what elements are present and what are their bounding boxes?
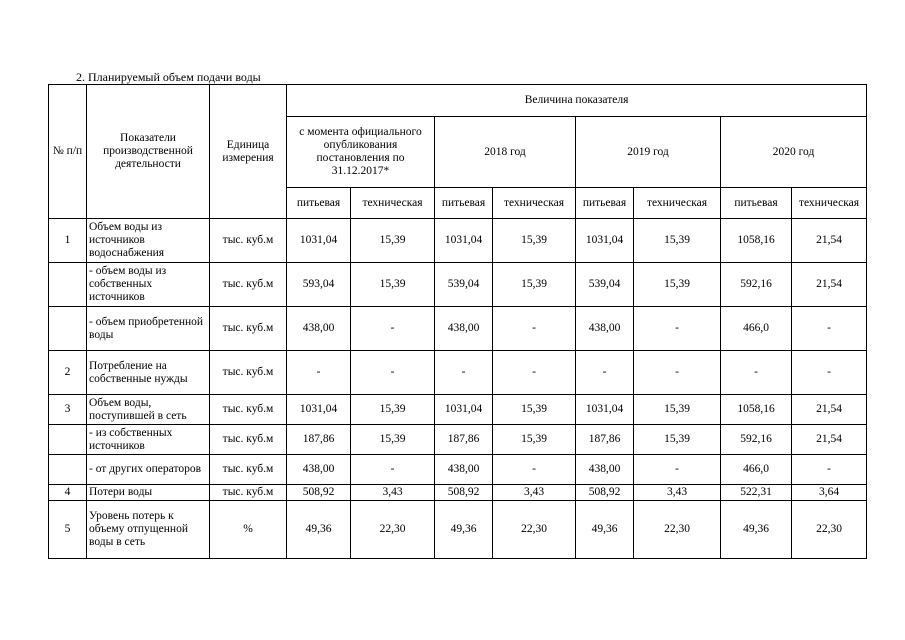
subheader-potable: питьевая: [287, 188, 351, 219]
row-num: [49, 263, 87, 307]
cell-potable: 1058,16: [721, 219, 792, 263]
row-num: [49, 455, 87, 485]
cell-potable: 592,16: [721, 263, 792, 307]
cell-potable: 522,31: [721, 485, 792, 501]
cell-technical: -: [634, 455, 721, 485]
row-indicator: - объем приобретенной воды: [87, 307, 210, 351]
cell-potable: 508,92: [576, 485, 634, 501]
cell-technical: -: [351, 351, 435, 395]
cell-potable: 49,36: [576, 501, 634, 559]
header-period-2020: 2020 год: [721, 117, 867, 188]
cell-potable: -: [576, 351, 634, 395]
subheader-technical: техническая: [634, 188, 721, 219]
table-row: [49, 351, 867, 395]
cell-potable: 1031,04: [576, 219, 634, 263]
table-row: [49, 219, 867, 263]
cell-potable: 1031,04: [435, 395, 493, 425]
subheader-technical: техническая: [351, 188, 435, 219]
table-body: [49, 219, 867, 559]
header-indicator: Показатели производственной деятельности: [87, 85, 210, 219]
cell-technical: 21,54: [792, 395, 867, 425]
cell-technical: 15,39: [634, 425, 721, 455]
cell-technical: 3,64: [792, 485, 867, 501]
cell-technical: -: [634, 307, 721, 351]
header-value: Величина показателя: [287, 85, 867, 117]
cell-technical: 22,30: [351, 501, 435, 559]
table-row: [49, 307, 867, 351]
row-unit: тыс. куб.м: [210, 219, 287, 263]
cell-technical: -: [634, 351, 721, 395]
cell-technical: 21,54: [792, 219, 867, 263]
row-unit: тыс. куб.м: [210, 425, 287, 455]
cell-potable: 1031,04: [435, 219, 493, 263]
cell-potable: 1058,16: [721, 395, 792, 425]
cell-technical: 21,54: [792, 263, 867, 307]
cell-potable: 438,00: [287, 307, 351, 351]
cell-potable: 49,36: [721, 501, 792, 559]
row-indicator: Уровень потерь к объему отпущенной воды в сеть: [87, 501, 210, 559]
row-indicator: - из собственных источников: [87, 425, 210, 455]
table-caption: 2. Планируемый объем подачи воды: [76, 70, 261, 84]
table-row: [49, 425, 867, 455]
cell-potable: -: [435, 351, 493, 395]
cell-potable: 438,00: [576, 307, 634, 351]
row-unit: тыс. куб.м: [210, 307, 287, 351]
cell-potable: 187,86: [576, 425, 634, 455]
cell-potable: 1031,04: [576, 395, 634, 425]
cell-potable: 438,00: [576, 455, 634, 485]
cell-potable: 49,36: [435, 501, 493, 559]
cell-potable: 49,36: [287, 501, 351, 559]
cell-potable: -: [287, 351, 351, 395]
cell-technical: 22,30: [792, 501, 867, 559]
row-num: 3: [49, 395, 87, 425]
cell-potable: 438,00: [435, 307, 493, 351]
row-indicator: Объем воды, поступившей в сеть: [87, 395, 210, 425]
cell-technical: 15,39: [634, 219, 721, 263]
cell-potable: 508,92: [435, 485, 493, 501]
row-num: 2: [49, 351, 87, 395]
row-num: [49, 425, 87, 455]
cell-technical: -: [351, 307, 435, 351]
header-period-2017: с момента официального опубликования постановления по 31.12.2017*: [287, 117, 435, 188]
table-row: [49, 485, 867, 501]
cell-technical: 15,39: [351, 263, 435, 307]
water-supply-table: [48, 84, 867, 559]
cell-technical: -: [493, 455, 576, 485]
cell-technical: 15,39: [634, 395, 721, 425]
cell-technical: 15,39: [493, 395, 576, 425]
table-row: [49, 395, 867, 425]
cell-potable: 1031,04: [287, 395, 351, 425]
cell-potable: 593,04: [287, 263, 351, 307]
table-row: [49, 455, 867, 485]
cell-technical: -: [792, 307, 867, 351]
subheader-technical: техническая: [792, 188, 867, 219]
cell-technical: -: [792, 351, 867, 395]
cell-technical: 3,43: [351, 485, 435, 501]
cell-technical: -: [792, 455, 867, 485]
cell-potable: 1031,04: [287, 219, 351, 263]
header-unit: Единица измерения: [210, 85, 287, 219]
cell-technical: 15,39: [493, 263, 576, 307]
row-unit: тыс. куб.м: [210, 485, 287, 501]
subheader-potable: питьевая: [576, 188, 634, 219]
subheader-potable: питьевая: [435, 188, 493, 219]
row-indicator: - от других операторов: [87, 455, 210, 485]
cell-technical: 15,39: [351, 395, 435, 425]
header-num: № п/п: [49, 85, 87, 219]
cell-potable: 508,92: [287, 485, 351, 501]
row-unit: тыс. куб.м: [210, 395, 287, 425]
cell-potable: 438,00: [435, 455, 493, 485]
row-indicator: - объем воды из собственных источников: [87, 263, 210, 307]
cell-potable: 187,86: [287, 425, 351, 455]
cell-technical: 15,39: [493, 219, 576, 263]
subheader-potable: питьевая: [721, 188, 792, 219]
header-period-2019: 2019 год: [576, 117, 721, 188]
cell-technical: 15,39: [634, 263, 721, 307]
cell-technical: 15,39: [351, 425, 435, 455]
cell-technical: -: [351, 455, 435, 485]
table-row: [49, 501, 867, 559]
cell-potable: 539,04: [576, 263, 634, 307]
cell-technical: -: [493, 351, 576, 395]
cell-technical: -: [493, 307, 576, 351]
cell-potable: 438,00: [287, 455, 351, 485]
cell-potable: -: [721, 351, 792, 395]
cell-technical: 15,39: [351, 219, 435, 263]
cell-technical: 21,54: [792, 425, 867, 455]
row-unit: тыс. куб.м: [210, 263, 287, 307]
table-row: [49, 263, 867, 307]
cell-technical: 3,43: [634, 485, 721, 501]
cell-potable: 466,0: [721, 307, 792, 351]
row-indicator: Объем воды из источников водоснабжения: [87, 219, 210, 263]
cell-potable: 592,16: [721, 425, 792, 455]
cell-potable: 466,0: [721, 455, 792, 485]
cell-technical: 15,39: [493, 425, 576, 455]
cell-technical: 22,30: [634, 501, 721, 559]
header-period-2018: 2018 год: [435, 117, 576, 188]
cell-technical: 3,43: [493, 485, 576, 501]
row-unit: %: [210, 501, 287, 559]
row-unit: тыс. куб.м: [210, 455, 287, 485]
row-num: [49, 307, 87, 351]
subheader-technical: техническая: [493, 188, 576, 219]
row-num: 1: [49, 219, 87, 263]
row-indicator: Потребление на собственные нужды: [87, 351, 210, 395]
cell-potable: 187,86: [435, 425, 493, 455]
row-num: 4: [49, 485, 87, 501]
cell-potable: 539,04: [435, 263, 493, 307]
row-unit: тыс. куб.м: [210, 351, 287, 395]
cell-technical: 22,30: [493, 501, 576, 559]
row-indicator: Потери воды: [87, 485, 210, 501]
row-num: 5: [49, 501, 87, 559]
